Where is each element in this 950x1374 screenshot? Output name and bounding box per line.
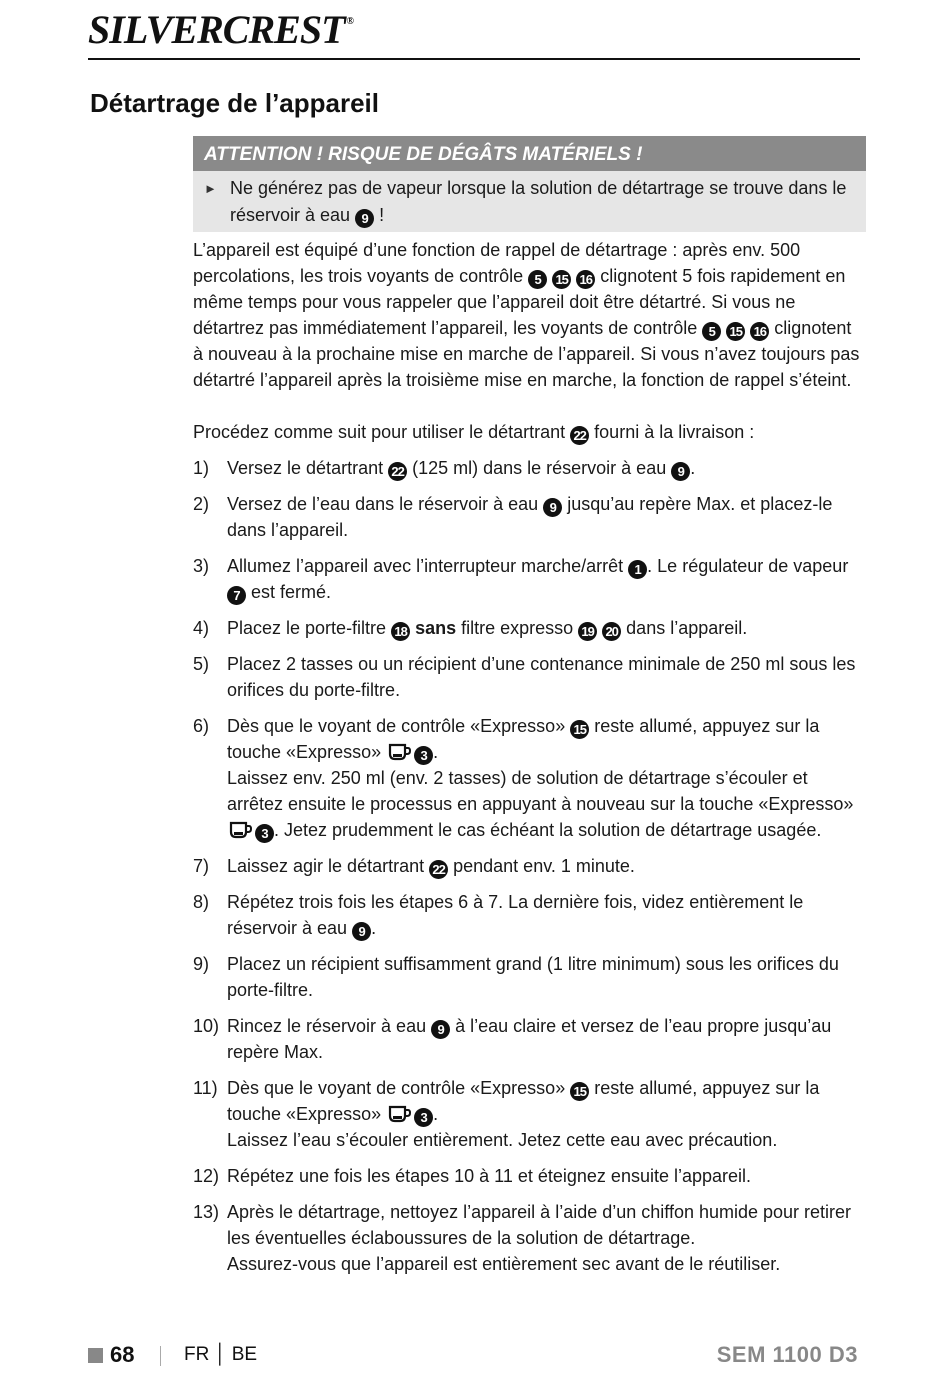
ref-number: 22 [388, 462, 407, 481]
ref-number: 5 [702, 322, 721, 341]
ref-number: 18 [391, 622, 410, 641]
ref-number: 15 [570, 1082, 589, 1101]
ref-number: 16 [750, 322, 769, 341]
bullet-triangle-icon: ► [204, 181, 217, 196]
ref-number: 19 [578, 622, 597, 641]
list-item: 13) Après le détartrage, nettoyez l’appareil à l’aide d’un chiffon humide pour retirer les éventuelles éclaboussures de la solution de détartrage. Assurez-vous que l’appareil est entièrement sec avant de le réutiliser. [193, 1202, 852, 1274]
list-item: 5) Placez 2 tasses ou un récipient d’une contenance minimale de 250 ml sous les orifices du porte-filtre. [193, 654, 856, 700]
language-label: FR │ BE [184, 1344, 258, 1365]
intro-paragraph: L’appareil est équipé d’une fonction de rappel de détartrage : après env. 500 percolations, les trois voyants de contrôle 5 15 16 clignotent 5 fois rapidement en même temps pour vous rappeler que l’appareil doit être détartré. Si vous ne détartrez pas immédiatement l’appareil, les voyants de contrôle 5 15 16 clignotent à nouveau à la prochaine mise en marche de l’appareil. Si vous n’avez toujours pas détartré l’appareil après la troisième mise en marche, la fonction de rappel s’éteint. [193, 240, 860, 390]
ref-number: 15 [552, 270, 571, 289]
ref-number: 5 [528, 270, 547, 289]
ref-number: 1 [628, 560, 647, 579]
procedure-intro: Procédez comme suit pour utiliser le détartrant 22 fourni à la livraison : [193, 422, 755, 443]
ref-number: 22 [570, 426, 589, 445]
warning-body [193, 171, 866, 232]
ref-number: 16 [576, 270, 595, 289]
list-item: 7) Laissez agir le détartrant 22 pendant env. 1 minute. [193, 856, 635, 877]
steps-list [193, 455, 865, 1287]
ref-number: 22 [429, 860, 448, 879]
ref-number: 20 [602, 622, 621, 641]
page-number: 68 [110, 1342, 135, 1367]
page-title: Détartrage de l’appareil [90, 88, 379, 118]
list-item: 4) Placez le porte-filtre 18 sans filtre expresso 19 20 dans l’appareil. [193, 618, 748, 639]
list-item: 2) Versez de l’eau dans le réservoir à eau 9 jusqu’au repère Max. et placez-le dans l’appareil. [193, 494, 833, 540]
ref-number: 15 [726, 322, 745, 341]
list-item: 12) Répétez une fois les étapes 10 à 11 et éteignez ensuite l’appareil. [193, 1166, 752, 1186]
footer-divider [160, 1346, 161, 1366]
list-item: 3) Allumez l’appareil avec l’interrupteur marche/arrêt 1 . Le régulateur de vapeur 7 est fermé. [193, 556, 849, 603]
list-item: 9) Placez un récipient suffisamment grand (1 litre minimum) sous les orifices du porte-filtre. [193, 954, 839, 1000]
model-number: SEM 1100 D3 [716, 1342, 858, 1367]
ref-number: 7 [227, 586, 246, 605]
ref-number: 3 [414, 1108, 433, 1127]
list-item: 11) Dès que le voyant de contrôle «Expresso» 15 reste allumé, appuyez sur la touche «Expresso» 3 . Laissez l’eau s’écouler entièrement. Jetez cette eau avec précaution. [193, 1078, 820, 1150]
brand-logo: SILVERCREST ® [88, 7, 354, 52]
expresso-cup-icon [229, 820, 253, 840]
ref-number: 3 [255, 824, 274, 843]
expresso-cup-icon [388, 1104, 412, 1124]
list-item: 1) Versez le détartrant 22 (125 ml) dans le réservoir à eau 9 . [193, 458, 696, 479]
warning-box [193, 136, 866, 232]
footer-square [88, 1348, 103, 1363]
header-rule [88, 58, 860, 60]
expresso-cup-icon [388, 742, 412, 762]
list-item: 10) Rincez le réservoir à eau 9 à l’eau claire et versez de l’eau propre jusqu’au repère Max. [193, 1016, 832, 1062]
warning-text: Ne générez pas de vapeur lorsque la solution de détartrage se trouve dans le réservoir à eau 9 ! [230, 178, 847, 226]
ref-number: 15 [570, 720, 589, 739]
ref-number: 9 [352, 922, 371, 941]
ref-number: 9 [431, 1020, 450, 1039]
ref-number: 9 [671, 462, 690, 481]
ref-number: 9 [543, 498, 562, 517]
ref-number: 9 [355, 209, 374, 228]
list-item: 6) Dès que le voyant de contrôle «Expresso» 15 reste allumé, appuyez sur la touche «Expresso» 3 . Laissez env. 250 ml (env. 2 tasses) de solution de détartrage s’écouler et arrêtez ensuite le processus en appuyant à nouveau sur la touche «Expresso» 3 . Jetez prudemment le cas échéant la solution de détartrage usagée. [193, 716, 854, 841]
ref-number: 3 [414, 746, 433, 765]
list-item: 8) Répétez trois fois les étapes 6 à 7. La dernière fois, videz entièrement le réservoir à eau 9 . [193, 892, 804, 939]
warning-heading: ATTENTION ! RISQUE DE DÉGÂTS MATÉRIELS ! [193, 136, 866, 171]
